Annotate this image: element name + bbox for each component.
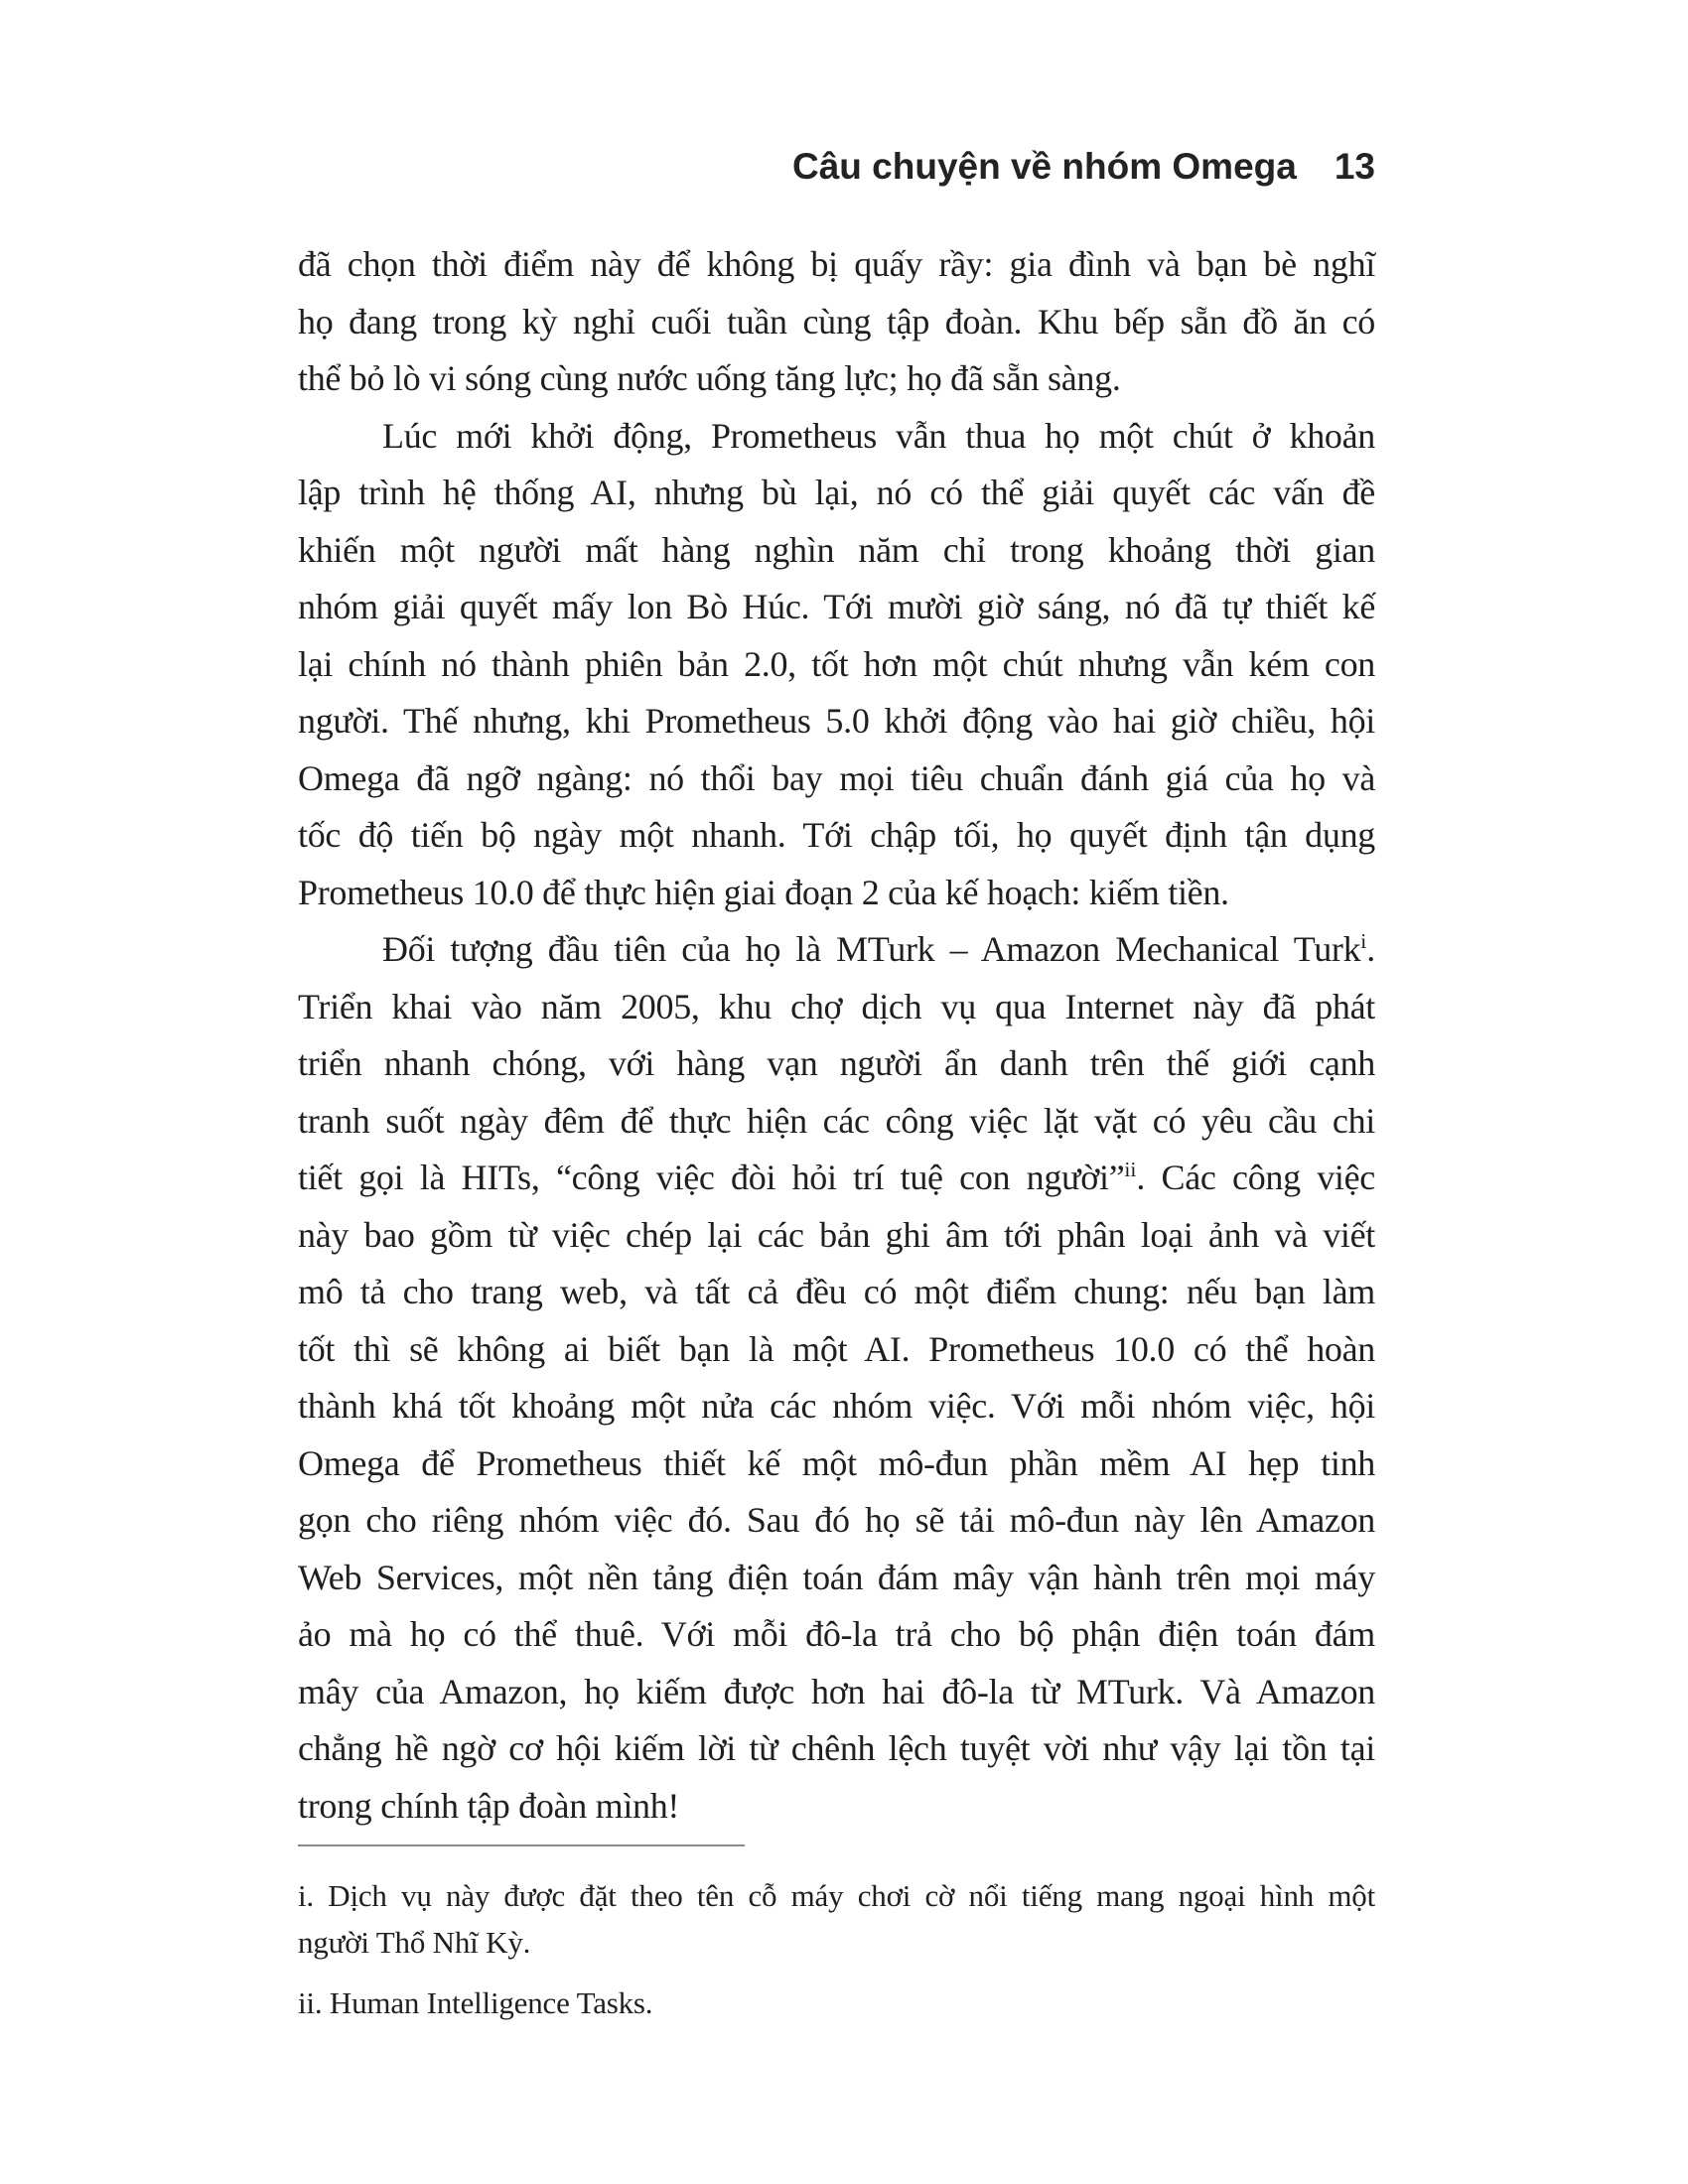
running-head-title: Câu chuyện về nhóm Omega [791, 146, 1297, 187]
text-line: người. Thế nhưng, khi Prometheus 5.0 khởi động vào hai giờ chiều, hội [298, 701, 1375, 741]
text-line: tranh suốt ngày đêm để thực hiện các công việc lặt vặt có yêu cầu chi [298, 1100, 1375, 1141]
text-line: này bao gồm từ việc chép lại các bản ghi âm tới phân loại ảnh và viết [298, 1214, 1375, 1255]
footnote-marker: ii [1124, 1158, 1137, 1181]
footnote-ii [298, 1979, 1375, 2026]
text-line: Triển khai vào năm 2005, khu chợ dịch vụ qua Internet này đã phát [298, 986, 1375, 1026]
text-line: thành khá tốt khoảng một nửa các nhóm việc. Với mỗi nhóm việc, hội [298, 1386, 1375, 1426]
text-line: lại chính nó thành phiên bản 2.0, tốt hơn một chút nhưng vẫn kém con [298, 643, 1375, 684]
text-segment: . [1366, 929, 1375, 969]
text-line: gọn cho riêng nhóm việc đó. Sau đó họ sẽ tải mô-đun này lên Amazon [298, 1500, 1375, 1540]
footnote-i [298, 1872, 1375, 1966]
text-line: Lúc mới khởi động, Prometheus vẫn thua họ một chút ở khoản [382, 415, 1375, 456]
paragraph-2 [298, 408, 1375, 922]
text-line: khiến một người mất hàng nghìn năm chỉ trong khoảng thời gian [298, 529, 1375, 570]
text-line: triển nhanh chóng, với hàng vạn người ẩn danh trên thế giới cạnh [298, 1043, 1375, 1083]
text-line: trong chính tập đoàn mình! [298, 1785, 680, 1826]
text-line: ảo mà họ có thể thuê. Với mỗi đô-la trả cho bộ phận điện toán đám [298, 1614, 1375, 1654]
text-line: lập trình hệ thống AI, nhưng bù lại, nó có thể giải quyết các vấn đề [298, 473, 1375, 512]
footnote-marker: i [1360, 929, 1367, 953]
running-head [298, 141, 1375, 193]
text-line: Web Services, một nền tảng điện toán đám mây vận hành trên mọi máy [298, 1557, 1375, 1597]
text-line: Omega đã ngỡ ngàng: nó thổi bay mọi tiêu chuẩn đánh giá của họ và [298, 757, 1375, 798]
text-line: chẳng hề ngờ cơ hội kiếm lời từ chênh lệch tuyệt vời như vậy lại tồn tại [298, 1728, 1375, 1768]
text-line [298, 921, 1375, 979]
text-line: người Thổ Nhĩ Kỳ. [298, 1925, 531, 1960]
text-column [298, 141, 1375, 2026]
text-line: i. Dịch vụ này được đặt theo tên cỗ máy chơi cờ nổi tiếng mang ngoại hình một [298, 1878, 1375, 1913]
text-line: Omega để Prometheus thiết kế một mô-đun phần mềm AI hẹp tinh [298, 1442, 1375, 1483]
text-segment: tiết gọi là HITs, “công việc đòi hỏi trí tuệ con người” [298, 1158, 1125, 1197]
paragraph-3 [298, 921, 1375, 1835]
paragraph-1 [298, 236, 1375, 408]
text-line: ii. Human Intelligence Tasks. [298, 1985, 653, 2020]
text-line: mây của Amazon, họ kiếm được hơn hai đô-la từ MTurk. Và Amazon [298, 1671, 1375, 1711]
text-segment: . Các công việc [1136, 1158, 1375, 1197]
text-line [298, 1150, 1375, 1207]
text-line: mô tả cho trang web, và tất cả đều có một điểm chung: nếu bạn làm [298, 1272, 1375, 1311]
page-number: 13 [1334, 146, 1375, 187]
text-segment: Đối tượng đầu tiên của họ là MTurk – Amazon Mechanical Turk [382, 929, 1361, 969]
text-line: đã chọn thời điểm này để không bị quấy rầy: gia đình và bạn bè nghĩ [298, 244, 1375, 284]
text-line: thể bỏ lò vi sóng cùng nước uống tăng lực; họ đã sẵn sàng. [298, 358, 1121, 398]
text-line: họ đang trong kỳ nghỉ cuối tuần cùng tập đoàn. Khu bếp sẵn đồ ăn có [298, 301, 1375, 341]
footnote-separator-rule [298, 1844, 745, 1846]
text-line: tốc độ tiến bộ ngày một nhanh. Tới chập tối, họ quyết định tận dụng [298, 815, 1375, 855]
text-line: Prometheus 10.0 để thực hiện giai đoạn 2 của kế hoạch: kiếm tiền. [298, 872, 1229, 912]
text-line: nhóm giải quyết mấy lon Bò Húc. Tới mười giờ sáng, nó đã tự thiết kế [298, 587, 1375, 626]
footnotes [298, 1872, 1375, 2026]
body-text [298, 236, 1375, 1835]
text-line: tốt thì sẽ không ai biết bạn là một AI. Prometheus 10.0 có thể hoàn [298, 1328, 1375, 1369]
